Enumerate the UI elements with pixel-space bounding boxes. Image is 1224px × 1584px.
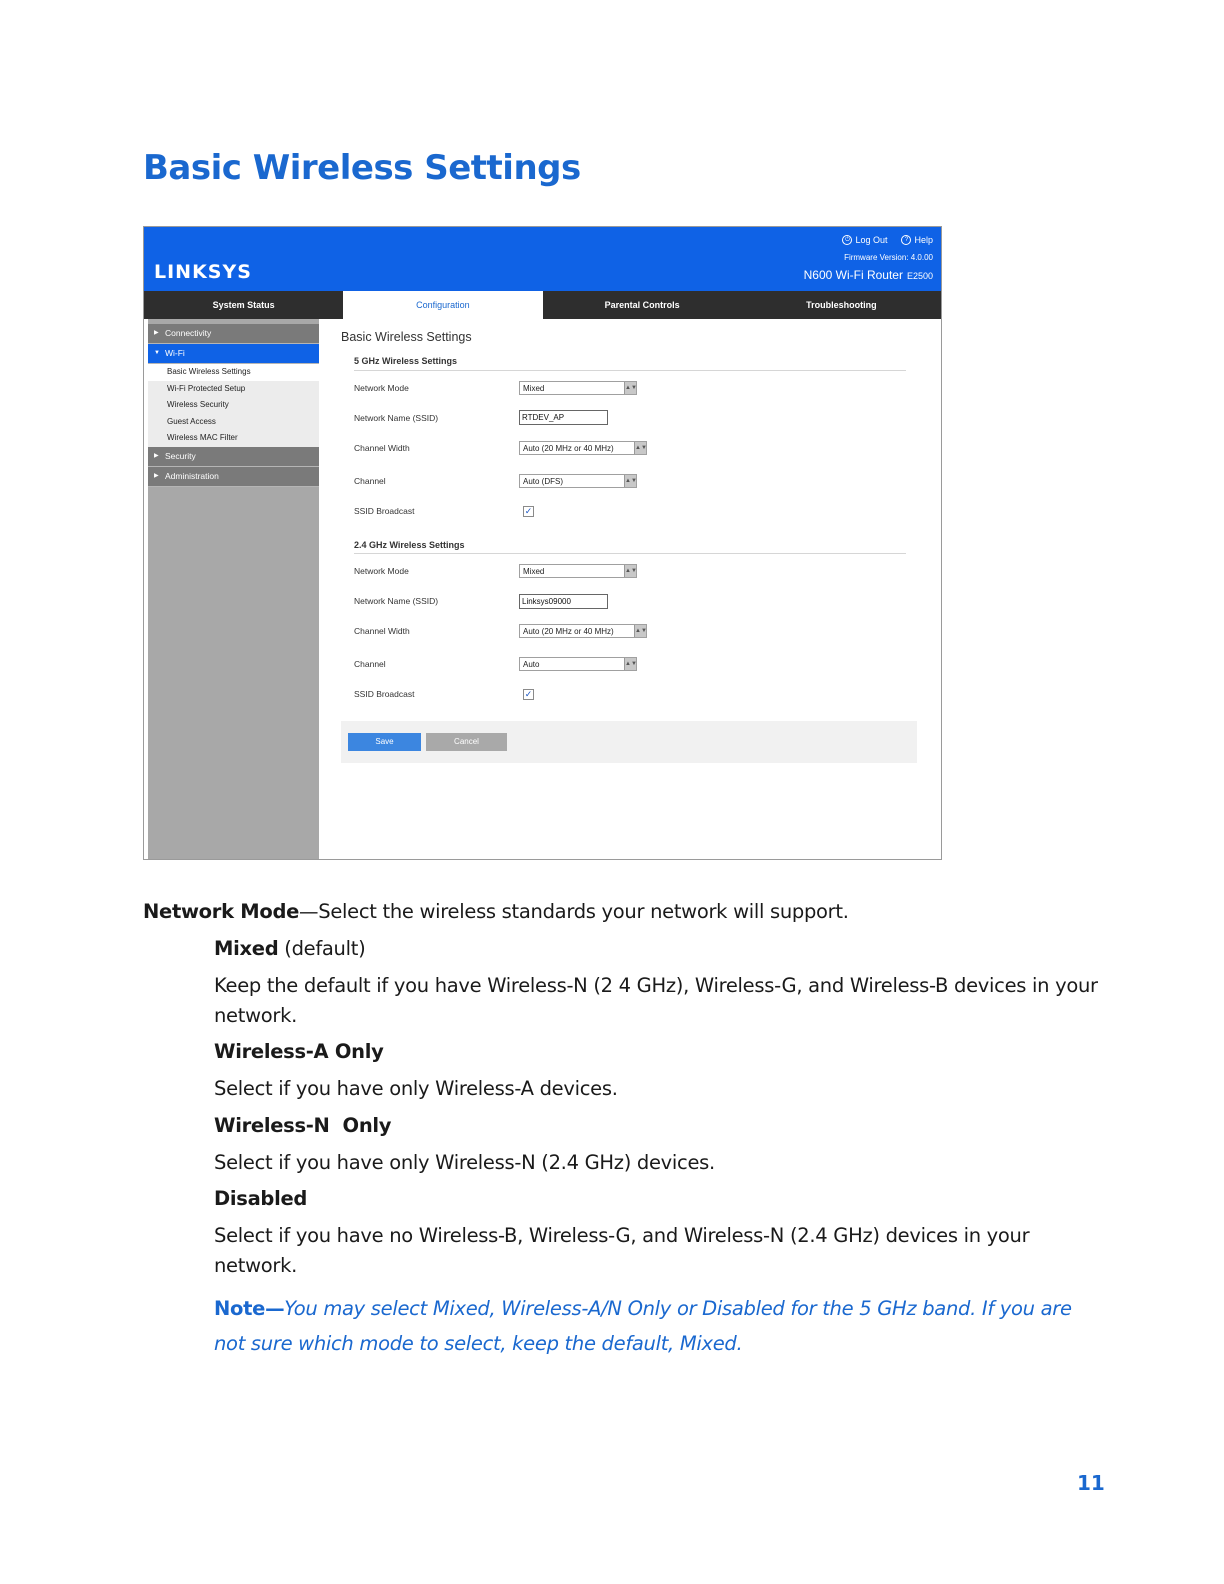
sidebar [148,319,319,859]
page-number: 11 [1077,1471,1105,1495]
spinner-icon: ▲▼ [624,475,636,487]
select-value: Auto [523,660,540,669]
band5-width-select[interactable] [519,441,647,455]
band5-channel-label: Channel [354,476,386,486]
sidebar-label: Wi-Fi [165,348,185,358]
model-name: N600 Wi-Fi Router [803,268,903,282]
select-value: Auto (20 MHz or 40 MHz) [523,627,614,636]
band5-broadcast-checkbox[interactable] [523,506,534,517]
linksys-logo: LINKSYS [154,261,252,283]
band24-channel-select[interactable] [519,657,637,671]
band24-heading: 2.4 GHz Wireless Settings [354,540,465,550]
network-mode-paragraph [143,900,849,923]
select-value: Mixed [523,384,545,393]
band5-heading: 5 GHz Wireless Settings [354,356,457,366]
sidebar-item-security[interactable] [148,447,319,467]
panel-title: Basic Wireless Settings [341,330,472,344]
note-line1: You may select Mixed, Wireless-A/N Only or Disabled for the 5 GHz band. If you are [284,1297,1072,1320]
band5-broadcast-label: SSID Broadcast [354,506,415,516]
divider [354,370,906,371]
cancel-button[interactable]: Cancel [426,733,507,751]
wireless-n-term [214,1114,391,1137]
description: —Select the wireless standards your network will support. [299,900,849,923]
tab-system-status[interactable]: System Status [212,300,275,310]
select-value: Auto (20 MHz or 40 MHz) [523,444,614,453]
spinner-icon: ▲▼ [634,625,646,637]
band24-broadcast-label: SSID Broadcast [354,689,415,699]
band24-ssid-input[interactable]: Linksys09000 [519,594,608,609]
sidebar-item-wps[interactable]: Wi-Fi Protected Setup [167,383,246,393]
model-code: E2500 [906,271,933,281]
band5-width-label: Channel Width [354,443,410,453]
note-line2: not sure which mode to select, keep the default, Mixed. [214,1332,743,1355]
sidebar-item-wifi[interactable] [148,344,319,364]
checkmark-icon: ✓ [524,689,533,699]
caret-down-icon: ▼ [154,350,160,356]
help-link[interactable] [901,235,933,245]
logout-link[interactable] [842,235,887,245]
sidebar-item-connectivity[interactable] [148,324,319,344]
tab-parental-controls[interactable]: Parental Controls [604,300,680,310]
spinner-icon: ▲▼ [624,565,636,577]
band24-width-select[interactable] [519,624,647,638]
term-suffix: (default) [278,937,366,960]
sidebar-item-basic-wireless[interactable]: Basic Wireless Settings [148,364,319,381]
wireless-a-term [214,1040,384,1063]
question-icon: ? [901,235,911,245]
help-label: Help [914,235,933,245]
term: Wireless-N Only [214,1114,392,1137]
band24-channel-label: Channel [354,659,386,669]
main-nav [144,291,941,319]
divider [354,553,906,554]
select-value: Mixed [523,567,545,576]
term: Mixed [214,937,279,960]
tab-configuration[interactable]: Configuration [343,291,542,319]
disabled-term [214,1187,307,1210]
save-button[interactable]: Save [348,733,421,751]
tab-troubleshooting[interactable]: Troubleshooting [806,300,877,310]
firmware-version: Firmware Version: 4.0.00 [844,253,933,262]
band5-mode-label: Network Mode [354,383,409,393]
sidebar-label: Security [165,450,196,461]
band5-ssid-input[interactable]: RTDEV_AP [519,410,608,425]
band24-broadcast-checkbox[interactable] [523,689,534,700]
sidebar-item-wireless-security[interactable]: Wireless Security [167,400,229,409]
spinner-icon: ▲▼ [624,382,636,394]
page-title: Basic Wireless Settings [143,148,581,188]
note-label: Note— [214,1297,285,1320]
caret-right-icon: ▶ [154,452,159,459]
disabled-desc-line2: network. [214,1254,297,1277]
select-value: Auto (DFS) [523,477,564,486]
spinner-icon: ▲▼ [634,442,646,454]
power-icon: ⏻ [842,235,852,245]
band24-mode-label: Network Mode [354,566,409,576]
wireless-a-desc: Select if you have only Wireless-A devices. [214,1077,618,1100]
wifi-submenu [148,364,319,447]
sidebar-item-administration[interactable] [148,467,319,487]
band24-ssid-label: Network Name (SSID) [354,596,439,606]
logout-label: Log Out [855,235,888,245]
sidebar-item-guest-access[interactable]: Guest Access [167,416,216,426]
band5-mode-select[interactable] [519,381,637,395]
term: Wireless-A Only [214,1040,384,1063]
wireless-n-desc: Select if you have only Wireless-N (2.4 GHz) devices. [214,1151,715,1174]
band24-width-label: Channel Width [354,626,410,636]
band5-ssid-label: Network Name (SSID) [354,413,439,423]
sidebar-label: Administration [165,470,219,481]
sidebar-item-mac-filter[interactable]: Wireless MAC Filter [167,433,238,442]
caret-right-icon: ▶ [154,472,159,479]
router-screenshot [143,226,942,860]
disabled-desc-line1: Select if you have no Wireless-B, Wireless-G, and Wireless-N (2.4 GHz) devices in your [214,1224,1030,1247]
mixed-desc-line1: Keep the default if you have Wireless-N (2 4 GHz), Wireless-G, and Wireless-B devices in your [214,974,1098,997]
term: Network Mode [143,900,300,923]
spinner-icon: ▲▼ [624,658,636,670]
mixed-desc-line2: network. [214,1004,297,1027]
band5-channel-select[interactable] [519,474,637,488]
band24-mode-select[interactable] [519,564,637,578]
note-paragraph [214,1291,1114,1361]
checkmark-icon: ✓ [524,506,533,516]
caret-right-icon: ▶ [154,330,159,336]
router-model [804,268,933,282]
term: Disabled [214,1187,308,1210]
sidebar-label: Connectivity [165,328,212,338]
mixed-term [214,937,365,960]
router-header [144,227,941,291]
action-bar [341,721,917,763]
